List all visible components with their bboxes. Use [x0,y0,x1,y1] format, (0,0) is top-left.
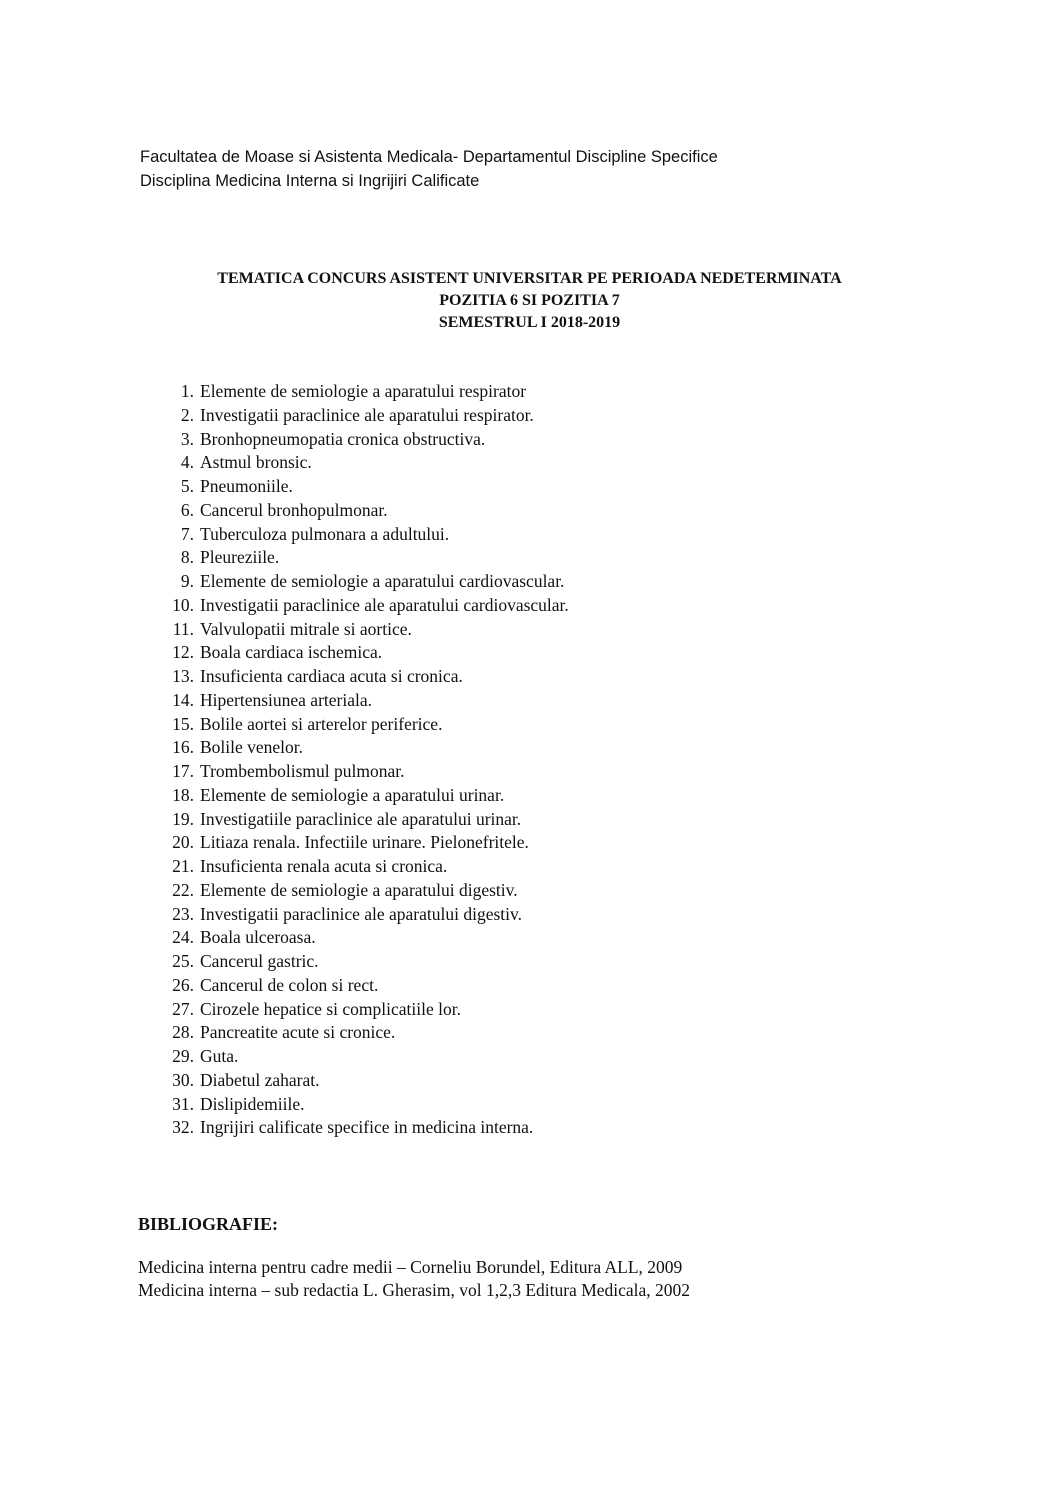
topic-number: 16. [172,737,194,758]
discipline-line: Disciplina Medicina Interna si Ingrijiri Calificate [140,172,480,190]
topic-number: 24. [172,927,194,948]
topic-number: 19. [172,808,194,829]
topic-item [140,641,569,665]
document-title [0,268,1059,334]
topic-item [140,784,569,808]
topic-number: 30. [172,1069,194,1090]
title-line-3: SEMESTRUL I 2018-2019 [438,314,621,331]
topic-number: 17. [172,761,194,781]
topic-item [140,974,569,998]
topic-text: Pleureziile. [200,547,280,568]
topic-item [140,831,569,855]
topic-item [140,1021,569,1045]
topic-number: 9. [180,571,194,591]
bibliography-list [138,1256,690,1302]
topic-item [140,808,569,832]
title-line-1: TEMATICA CONCURS ASISTENT UNIVERSITAR PE PERIOADA NEDETERMINATA [217,270,842,287]
topic-item [140,523,569,547]
topic-text: Elemente de semiologie a aparatului cardiovascular. [200,571,565,591]
topic-number: 32. [172,1117,194,1138]
topic-text: Investigatii paraclinice ale aparatului respirator. [200,404,534,425]
topic-number: 28. [172,1022,194,1043]
topic-number: 12. [172,642,194,663]
bibliography-heading: BIBLIOGRAFIE: [138,1214,279,1234]
topics-list [140,380,569,1140]
topic-text: Bronhopneumopatia cronica obstructiva. [200,428,486,449]
topic-number: 5. [180,476,194,496]
topic-item [140,1045,569,1069]
topic-item [140,665,569,689]
topic-item [140,926,569,950]
topic-text: Cancerul de colon si rect. [200,974,379,995]
topic-text: Boala ulceroasa. [200,927,316,948]
topic-number: 7. [180,523,194,544]
topic-text: Investigatiile paraclinice ale aparatului urinar. [200,808,522,829]
topic-text: Bolile venelor. [200,737,304,758]
topic-number: 31. [172,1093,194,1114]
topic-number: 20. [172,832,194,853]
topic-item [140,1093,569,1117]
topic-number: 4. [180,452,194,473]
topic-item [140,760,569,784]
topic-text: Dislipidemiile. [200,1093,305,1114]
topic-number: 13. [172,666,194,686]
topic-number: 14. [172,689,194,710]
topic-number: 26. [172,974,194,995]
topic-item [140,903,569,927]
topic-item [140,713,569,737]
topic-item [140,499,569,523]
topic-number: 18. [172,784,194,805]
topic-number: 22. [172,879,194,900]
topic-number: 15. [172,713,194,734]
topic-item [140,404,569,428]
topic-item [140,689,569,713]
topic-text: Cirozele hepatice si complicatiile lor. [200,998,461,1019]
topic-item [140,618,569,642]
topic-number: 8. [180,547,194,568]
topic-text: Investigatii paraclinice ale aparatului digestiv. [200,903,522,924]
topic-item [140,428,569,452]
bibliography-ref: Medicina interna pentru cadre medii – Corneliu Borundel, Editura ALL, 2009 [138,1257,683,1277]
topic-number: 10. [172,594,194,615]
topic-number: 11. [172,618,194,639]
topic-text: Diabetul zaharat. [200,1069,320,1090]
topic-text: Insuficienta cardiaca acuta si cronica. [200,666,463,686]
topic-text: Trombembolismul pulmonar. [200,761,405,781]
topic-text: Litiaza renala. Infectiile urinare. Pielonefritele. [200,832,529,853]
topic-item [140,736,569,760]
topic-text: Insuficienta renala acuta si cronica. [200,856,448,876]
topic-text: Valvulopatii mitrale si aortice. [200,618,412,639]
topic-item [140,879,569,903]
topic-item [140,594,569,618]
topic-text: Tuberculoza pulmonara a adultului. [200,523,450,544]
topic-number: 1. [180,381,194,401]
topic-text: Elemente de semiologie a aparatului digestiv. [200,879,518,900]
topic-text: Investigatii paraclinice ale aparatului cardiovascular. [200,594,569,615]
topic-number: 23. [172,903,194,924]
topic-item [140,380,569,404]
topic-number: 27. [172,998,194,1019]
faculty-line: Facultatea de Moase si Asistenta Medicala- Departamentul Discipline Specifice [140,148,718,166]
topic-item [140,855,569,879]
topic-text: Hipertensiunea arteriala. [200,689,372,710]
topic-item [140,451,569,475]
topic-item [140,1069,569,1093]
topic-text: Boala cardiaca ischemica. [200,642,383,663]
bibliography-ref: Medicina interna – sub redactia L. Gherasim, vol 1,2,3 Editura Medicala, 2002 [138,1280,691,1300]
topic-text: Pneumoniile. [200,476,293,496]
topic-text: Astmul bronsic. [200,452,312,473]
topic-item [140,950,569,974]
topic-text: Ingrijiri calificate specifice in medicina interna. [200,1117,534,1138]
topic-number: 29. [172,1046,194,1066]
topic-number: 3. [180,428,194,449]
topic-text: Bolile aortei si arterelor periferice. [200,713,443,734]
topic-text: Elemente de semiologie a aparatului respirator [200,381,527,401]
topic-item [140,998,569,1022]
topic-text: Pancreatite acute si cronice. [200,1022,396,1043]
topic-number: 6. [180,499,194,520]
topic-item [140,546,569,570]
title-line-2: POZITIA 6 SI POZITIA 7 [439,292,620,309]
topic-text: Cancerul gastric. [200,951,319,971]
topic-item [140,570,569,594]
topic-text: Guta. [200,1046,239,1066]
topic-number: 2. [180,404,194,425]
topic-item [140,1116,569,1140]
topic-number: 21. [172,856,194,876]
topic-number: 25. [172,951,194,971]
topic-text: Elemente de semiologie a aparatului urinar. [200,784,505,805]
topic-item [140,475,569,499]
topic-text: Cancerul bronhopulmonar. [200,499,388,520]
